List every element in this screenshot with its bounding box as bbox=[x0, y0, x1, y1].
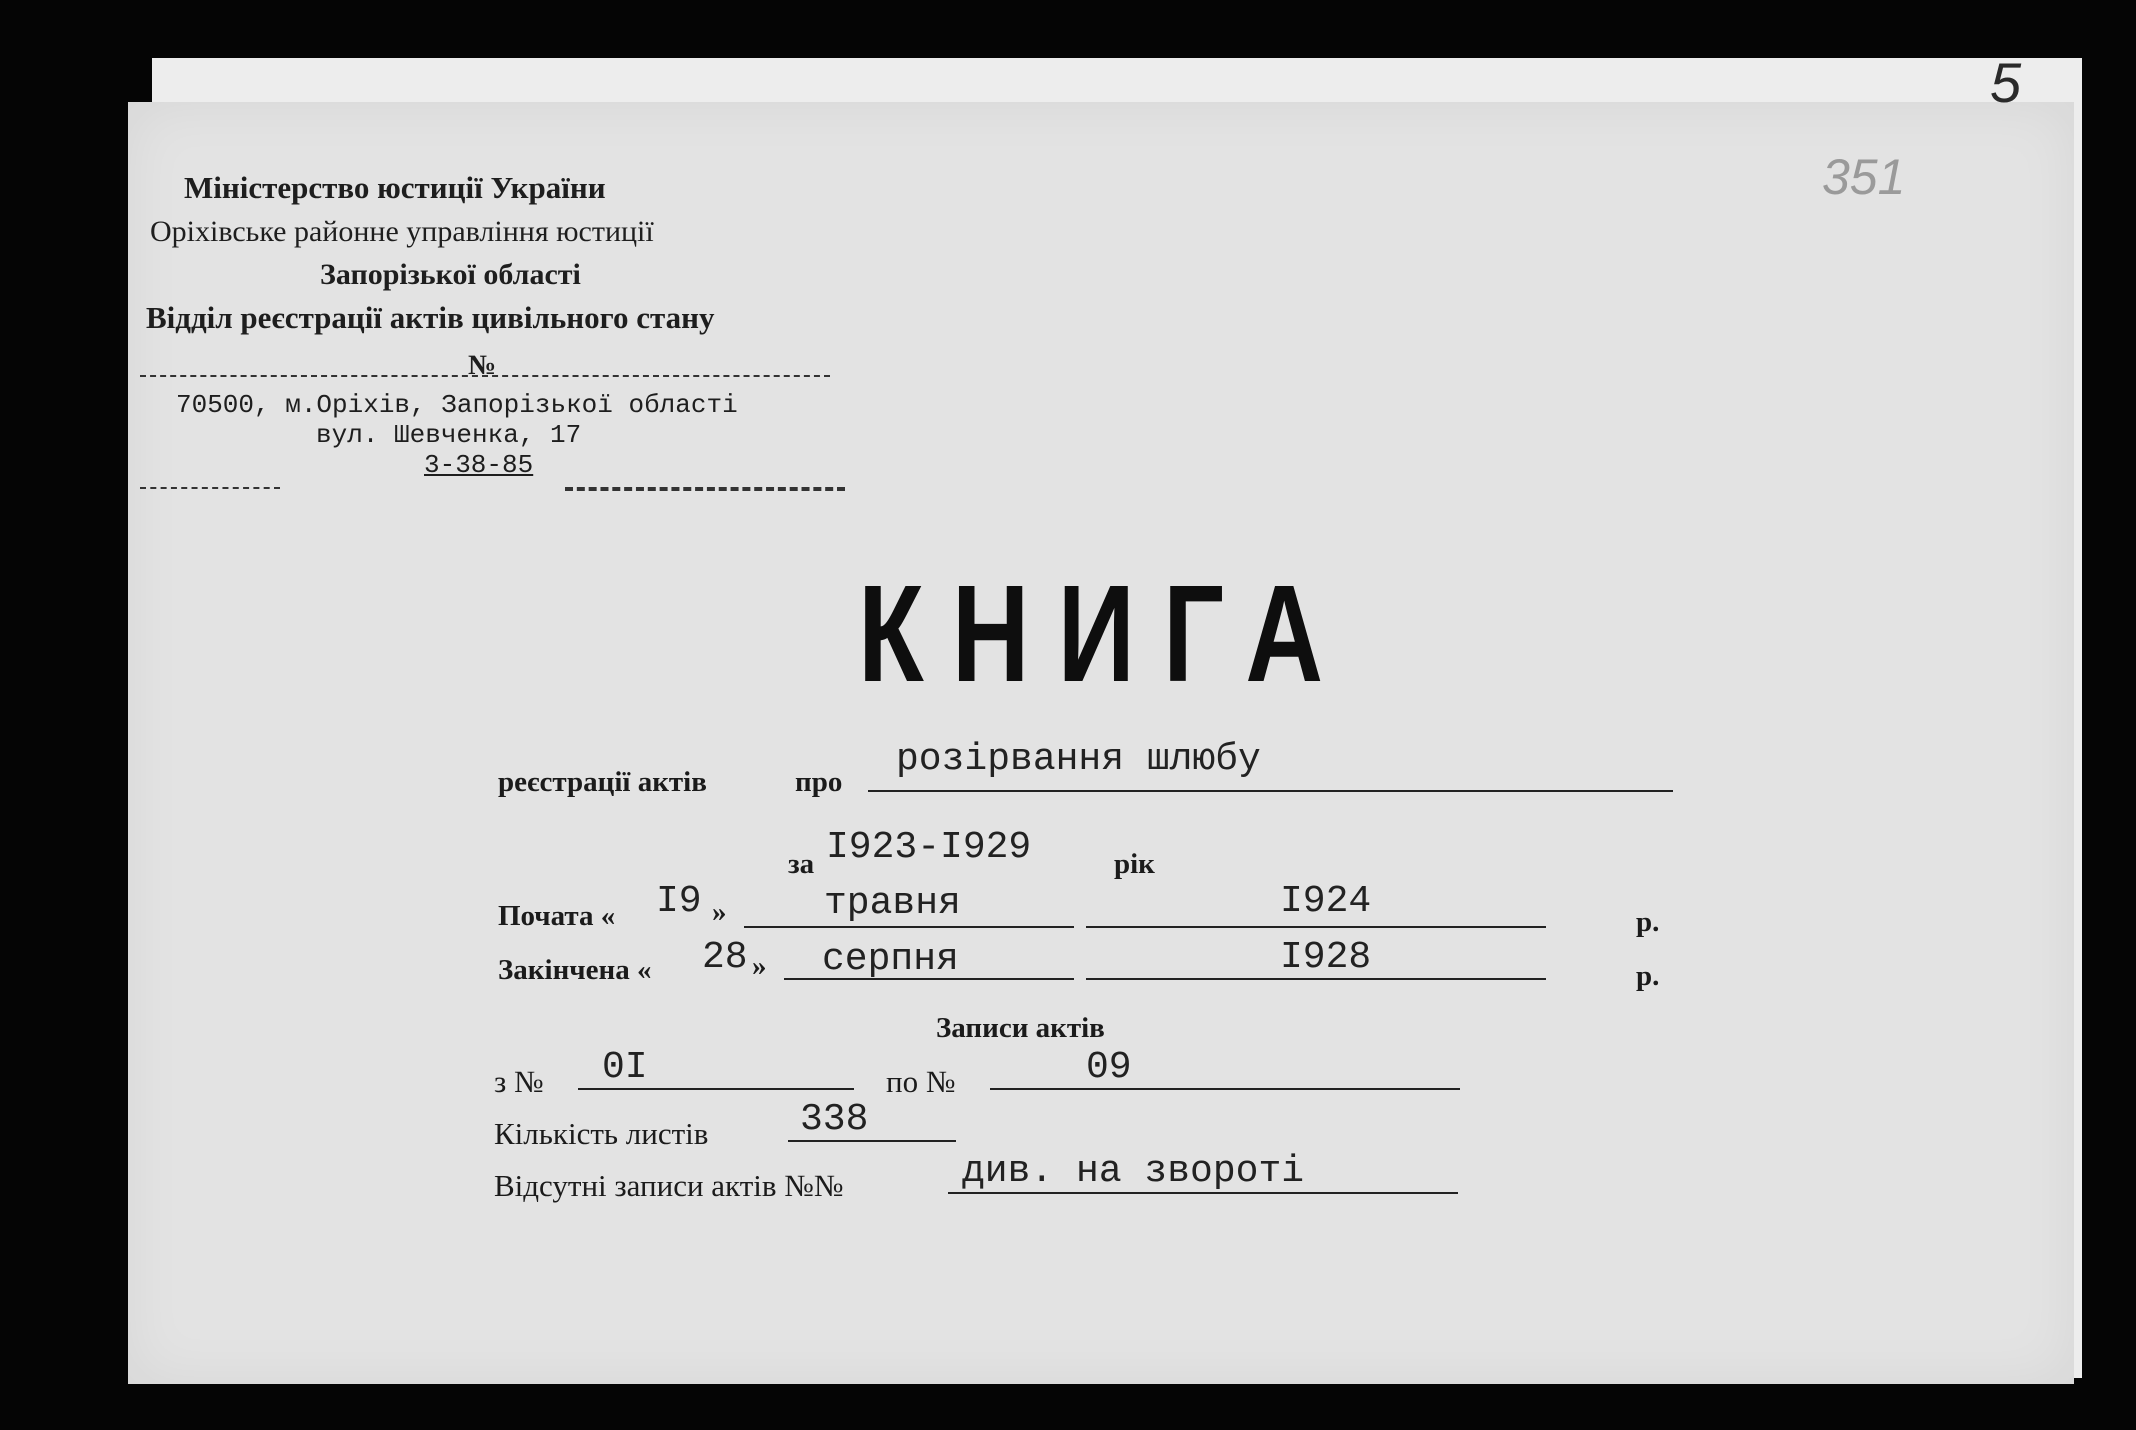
started-month-underline bbox=[744, 926, 1074, 928]
from-no-value: 0I bbox=[602, 1046, 648, 1089]
missing-underline bbox=[948, 1192, 1458, 1194]
missing-label: Відсутні записи актів №№ bbox=[494, 1168, 844, 1203]
stamp-street: вул. Шевченка, 17 bbox=[316, 420, 582, 450]
to-no-label: по № bbox=[886, 1064, 956, 1099]
ended-month-underline bbox=[784, 978, 1074, 980]
archive-number: 351 bbox=[1822, 149, 1906, 205]
year-label: рік bbox=[1114, 848, 1155, 880]
stamp-bottom-line-right bbox=[565, 487, 845, 491]
stamp-department: Оріхівське районне управління юстиції bbox=[150, 215, 654, 248]
stamp-registry-office: Відділ реєстрації актів цивільного стану bbox=[146, 300, 715, 335]
stamp-phone: 3-38-85 bbox=[424, 450, 534, 480]
for-label: за bbox=[788, 848, 815, 880]
about-label: про bbox=[795, 766, 843, 798]
ended-year-suffix: р. bbox=[1636, 960, 1660, 992]
started-day: I9 bbox=[656, 880, 702, 923]
stamp-number-mark: № bbox=[468, 350, 497, 381]
about-value: розірвання шлюбу bbox=[896, 738, 1261, 781]
ended-label: Закінчена « bbox=[498, 954, 652, 986]
page-title: КНИГА bbox=[858, 557, 1352, 711]
ended-day: 28 bbox=[702, 936, 748, 979]
from-no-label: з № bbox=[494, 1064, 544, 1099]
ended-quote-close: » bbox=[752, 950, 767, 982]
started-year: I924 bbox=[1280, 880, 1372, 923]
sheets-underline bbox=[788, 1140, 956, 1142]
started-label: Почата « bbox=[498, 900, 616, 932]
registration-label: реєстрації актів bbox=[498, 766, 707, 798]
to-no-value: 09 bbox=[1086, 1046, 1132, 1089]
started-year-underline bbox=[1086, 926, 1546, 928]
started-quote-close: » bbox=[712, 896, 727, 928]
to-no-underline bbox=[990, 1088, 1460, 1090]
ended-month: серпня bbox=[822, 938, 959, 981]
years-value: I923-I929 bbox=[826, 826, 1032, 869]
ended-year-underline bbox=[1086, 978, 1546, 980]
from-no-underline bbox=[578, 1088, 854, 1090]
corner-page-number: 5 bbox=[1990, 51, 2022, 114]
stamp-divider bbox=[140, 375, 830, 377]
started-year-suffix: р. bbox=[1636, 906, 1660, 938]
records-label: Записи актів bbox=[936, 1012, 1105, 1044]
ended-year: I928 bbox=[1280, 936, 1372, 979]
missing-value: див. на звороті bbox=[962, 1150, 1305, 1193]
stamp-address: 70500, м.Оріхів, Запорізької області bbox=[176, 390, 738, 420]
stamp-ministry: Міністерство юстиції України bbox=[184, 170, 606, 205]
stamp-region: Запорізької області bbox=[320, 258, 581, 291]
sheets-value: 338 bbox=[800, 1098, 869, 1141]
about-underline bbox=[868, 790, 1673, 792]
stamp-bottom-line-left bbox=[140, 487, 280, 489]
started-month: травня bbox=[824, 882, 961, 925]
sheets-label: Кількість листів bbox=[494, 1116, 709, 1151]
